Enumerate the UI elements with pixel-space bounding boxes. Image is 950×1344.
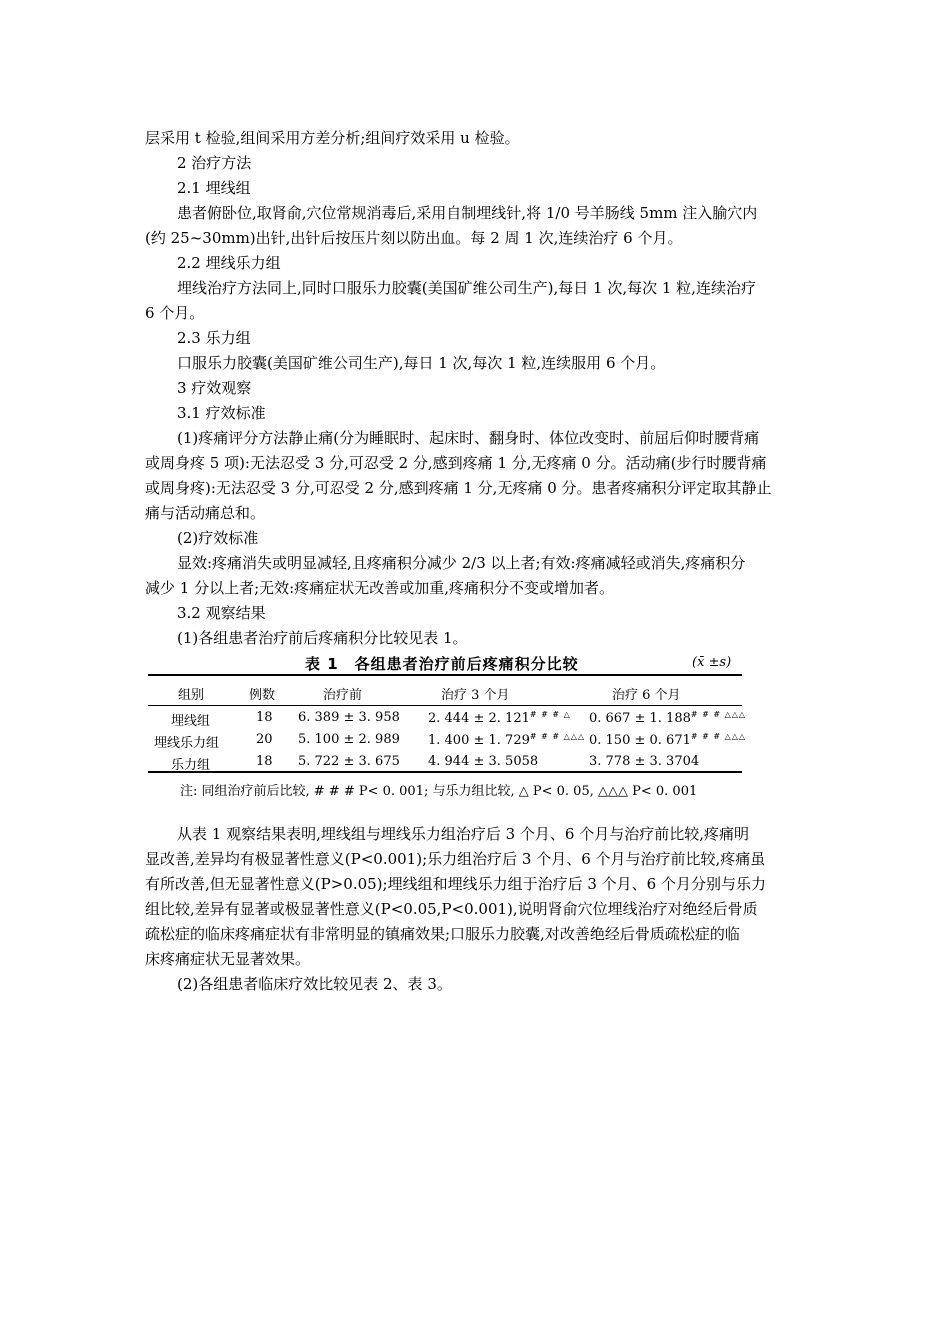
- paragraph-text: 显效:疼痛消失或明显减轻,且疼痛积分减少 2/3 以上者;有效:疼痛减轻或消失,疼痛积分: [177, 554, 746, 572]
- table-header-cell: 治疗 6 个月: [612, 688, 681, 703]
- table-header-cell: 组别: [178, 688, 205, 703]
- paragraph-text: 层采用 t 检验,组间采用方差分析;组间疗效采用 u 检验。: [145, 129, 520, 147]
- paragraph-text: 痛与活动痛总和。: [145, 504, 266, 522]
- subsection-heading: 3.2 观察结果: [177, 604, 266, 622]
- table-bottom-rule: [148, 771, 742, 773]
- paragraph-text: 减少 1 分以上者;无效:疼痛症状无改善或加重,疼痛积分不变或增加者。: [145, 579, 614, 597]
- table-cell-before: 5. 722 ± 3. 675: [298, 754, 400, 769]
- table-cell-n: 18: [256, 710, 273, 725]
- subsection-heading: 2.2 埋线乐力组: [177, 254, 281, 272]
- table-note: 注: 同组治疗前后比较, # # # P< 0. 001; 与乐力组比较, △ P< 0. 05, △△△ P< 0. 001: [180, 784, 698, 799]
- section-heading: 2 治疗方法: [177, 154, 252, 172]
- cell-value: 1. 400 ± 1. 729: [428, 733, 530, 748]
- table-cell-6-months: 3. 778 ± 3. 3704: [589, 754, 700, 769]
- paragraph-text: 显改善,差异均有极显著性意义(P<0.001);乐力组治疗后 3 个月、6 个月与治疗前比较,疼痛虽: [145, 850, 766, 868]
- paragraph-text: 6 个月。: [145, 304, 205, 322]
- table-cell-group: 埋线乐力组: [154, 736, 220, 751]
- paragraph-text: (2)疗效标准: [177, 529, 259, 547]
- subsection-heading: 2.1 埋线组: [177, 179, 251, 197]
- table-cell-group: 埋线组: [171, 714, 211, 729]
- table-cell-before: 5. 100 ± 2. 989: [298, 732, 400, 747]
- table-cell-6-months: [589, 710, 746, 726]
- paragraph-text: 组比较,差异有显著或极显著性意义(P<0.05,P<0.001),说明肾俞穴位埋线治疗对绝经后骨质: [145, 900, 758, 918]
- table-cell-3-months: [428, 710, 571, 726]
- table-header-cell: 治疗 3 个月: [441, 688, 510, 703]
- significance-mark: # # # △△△: [690, 732, 747, 741]
- table-header-cell: 治疗前: [323, 688, 363, 703]
- paragraph-text: (约 25~30mm)出针,出针后按压片刻以防出血。每 2 周 1 次,连续治疗 6 个月。: [145, 229, 683, 247]
- table-cell-before: 6. 389 ± 3. 958: [298, 710, 400, 725]
- section-heading: 3 疗效观察: [177, 379, 252, 397]
- significance-mark: # # # △△△: [690, 710, 747, 719]
- table-top-rule: [148, 674, 742, 676]
- significance-mark: # # # △△△: [529, 732, 586, 741]
- paragraph-text: 口服乐力胶囊(美国矿维公司生产),每日 1 次,每次 1 粒,连续服用 6 个月。: [177, 354, 666, 372]
- table-cell-3-months: [428, 732, 585, 748]
- significance-mark: # # # △: [529, 710, 571, 719]
- table-cell-3-months: 4. 944 ± 3. 5058: [428, 754, 539, 769]
- table-unit: (x̄ ±s): [692, 655, 732, 670]
- table-header-rule: [148, 705, 742, 706]
- paragraph-text: 患者俯卧位,取肾俞,穴位常规消毒后,采用自制埋线针,将 1/0 号羊肠线 5mm 注入腧穴内: [177, 204, 758, 222]
- paragraph-text: 有所改善,但无显著性意义(P>0.05);埋线组和埋线乐力组于治疗后 3 个月、6 个月分别与乐力: [145, 875, 766, 893]
- subsection-heading: 2.3 乐力组: [177, 329, 251, 347]
- paragraph-text: 疏松症的临床疼痛症状有非常明显的镇痛效果;口服乐力胶囊,对改善绝经后骨质疏松症的临: [145, 925, 740, 943]
- cell-value: 2. 444 ± 2. 121: [428, 711, 530, 726]
- table-cell-6-months: [589, 732, 746, 748]
- paragraph-text: (1)疼痛评分方法静止痛(分为睡眠时、起床时、翻身时、体位改变时、前屈后仰时腰背痛: [177, 429, 760, 447]
- table-cell-n: 20: [256, 732, 273, 747]
- table-title: 表 1 各组患者治疗前后疼痛积分比较: [305, 655, 579, 673]
- paragraph-text: 埋线治疗方法同上,同时口服乐力胶囊(美国矿维公司生产),每日 1 次,每次 1 粒,连续治疗: [177, 279, 756, 297]
- cell-value: 0. 150 ± 0. 671: [589, 733, 691, 748]
- table-cell-n: 18: [256, 754, 273, 769]
- paragraph-text: 从表 1 观察结果表明,埋线组与埋线乐力组治疗后 3 个月、6 个月与治疗前比较,疼痛明: [177, 825, 750, 843]
- table-cell-group: 乐力组: [171, 758, 211, 773]
- paragraph-text: (2)各组患者临床疗效比较见表 2、表 3。: [177, 975, 452, 993]
- subsection-heading: 3.1 疗效标准: [177, 404, 266, 422]
- paragraph-text: 或周身疼):无法忍受 3 分,可忍受 2 分,感到疼痛 1 分,无疼痛 0 分。患者疼痛积分评定取其静止: [145, 479, 772, 497]
- paragraph-text: 或周身疼 5 项):无法忍受 3 分,可忍受 2 分,感到疼痛 1 分,无疼痛 0 分。活动痛(步行时腰背痛: [145, 454, 767, 472]
- paragraph-text: 床疼痛症状无显著效果。: [145, 950, 311, 968]
- paragraph-text: (1)各组患者治疗前后疼痛积分比较见表 1。: [177, 629, 468, 647]
- table-header-cell: 例数: [249, 688, 276, 703]
- cell-value: 0. 667 ± 1. 188: [589, 711, 691, 726]
